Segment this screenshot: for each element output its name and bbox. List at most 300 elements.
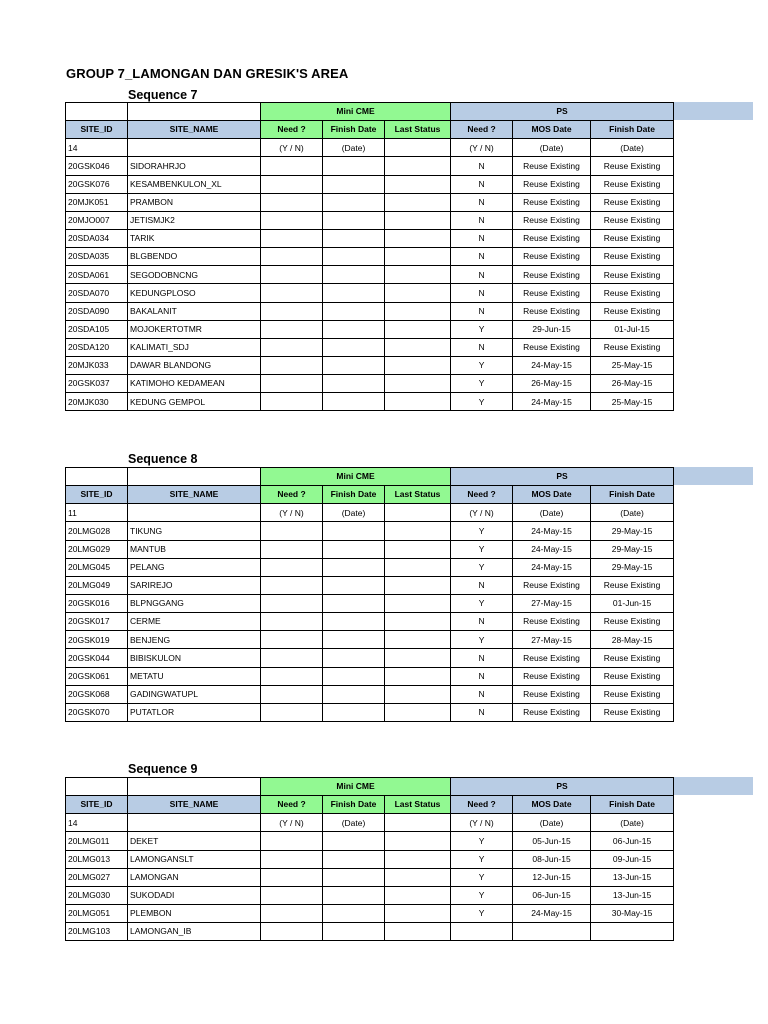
format-hint: (Date) [513, 814, 591, 832]
mini-cme-finish-date-cell [323, 868, 385, 886]
ps-finish-date-cell: 13-Jun-15 [591, 886, 674, 904]
mini-cme-need-cell [261, 393, 323, 411]
ps-need-cell: N [451, 284, 513, 302]
empty-cell [128, 103, 261, 121]
format-hint [385, 814, 451, 832]
mini-cme-need-cell [261, 904, 323, 922]
column-header: SITE_NAME [128, 121, 261, 139]
table-row [66, 393, 674, 411]
mos-date-cell: Reuse Existing [513, 703, 591, 721]
format-hint: (Y / N) [261, 139, 323, 157]
ps-header: PS [451, 103, 674, 121]
site-id-cell: 20LMG103 [66, 923, 128, 941]
mos-date-cell [513, 923, 591, 941]
column-header: Finish Date [323, 796, 385, 814]
mos-date-cell: 27-May-15 [513, 631, 591, 649]
mini-cme-last-status-cell [385, 613, 451, 631]
mini-cme-finish-date-cell [323, 576, 385, 594]
site-count: 11 [66, 504, 128, 522]
site-id-cell: 20SDA035 [66, 248, 128, 266]
mini-cme-finish-date-cell [323, 229, 385, 247]
mini-cme-need-cell [261, 211, 323, 229]
mos-date-cell: 08-Jun-15 [513, 850, 591, 868]
mini-cme-finish-date-cell [323, 522, 385, 540]
mini-cme-need-cell [261, 157, 323, 175]
mini-cme-last-status-cell [385, 284, 451, 302]
ps-finish-date-cell: 01-Jul-15 [591, 320, 674, 338]
table-row [66, 338, 674, 356]
empty-cell [128, 468, 261, 486]
ps-finish-date-cell: Reuse Existing [591, 338, 674, 356]
site-name-cell: TIKUNG [128, 522, 261, 540]
ps-need-cell: Y [451, 320, 513, 338]
mini-cme-finish-date-cell [323, 923, 385, 941]
site-name-cell: KESAMBENKULON_XL [128, 175, 261, 193]
format-hint: (Date) [513, 504, 591, 522]
ps-finish-date-cell: 01-Jun-15 [591, 594, 674, 612]
mini-cme-last-status-cell [385, 558, 451, 576]
site-id-cell: 20GSK016 [66, 594, 128, 612]
column-header: SITE_ID [66, 796, 128, 814]
site-name-cell: SEGODOBNCNG [128, 266, 261, 284]
mini-cme-need-cell [261, 229, 323, 247]
mini-cme-finish-date-cell [323, 175, 385, 193]
mini-cme-finish-date-cell [323, 631, 385, 649]
site-id-cell: 20SDA061 [66, 266, 128, 284]
mos-date-cell: 27-May-15 [513, 594, 591, 612]
format-hint: (Y / N) [451, 504, 513, 522]
ps-need-cell: N [451, 193, 513, 211]
ps-need-cell: N [451, 175, 513, 193]
mini-cme-finish-date-cell [323, 703, 385, 721]
column-header: Last Status [385, 121, 451, 139]
mini-cme-need-cell [261, 594, 323, 612]
ps-need-cell: N [451, 157, 513, 175]
ps-need-cell: N [451, 613, 513, 631]
mos-date-cell: 05-Jun-15 [513, 832, 591, 850]
site-name-cell: BLGBENDO [128, 248, 261, 266]
format-hint: (Date) [591, 814, 674, 832]
sequence-title: Sequence 7 [128, 88, 198, 102]
column-header: Need ? [261, 486, 323, 504]
mini-cme-last-status-cell [385, 576, 451, 594]
mini-cme-last-status-cell [385, 540, 451, 558]
mos-date-cell: 24-May-15 [513, 904, 591, 922]
column-header: Finish Date [591, 796, 674, 814]
empty-cell [66, 778, 128, 796]
mini-cme-need-cell [261, 558, 323, 576]
table-row [66, 594, 674, 612]
ps-header-extension [672, 777, 753, 795]
ps-need-cell: Y [451, 375, 513, 393]
site-name-cell: DAWAR BLANDONG [128, 356, 261, 374]
mini-cme-last-status-cell [385, 393, 451, 411]
mini-cme-finish-date-cell [323, 320, 385, 338]
mini-cme-finish-date-cell [323, 284, 385, 302]
format-hint-row [66, 139, 674, 157]
ps-finish-date-cell: Reuse Existing [591, 576, 674, 594]
site-id-cell: 20LMG049 [66, 576, 128, 594]
site-name-cell: BIBISKULON [128, 649, 261, 667]
column-header: Need ? [451, 121, 513, 139]
sequence-title: Sequence 8 [128, 452, 198, 466]
mini-cme-need-cell [261, 175, 323, 193]
mini-cme-finish-date-cell [323, 266, 385, 284]
mini-cme-need-cell [261, 685, 323, 703]
ps-need-cell: Y [451, 558, 513, 576]
table-row [66, 266, 674, 284]
mini-cme-need-cell [261, 302, 323, 320]
mos-date-cell: Reuse Existing [513, 284, 591, 302]
mini-cme-header: Mini CME [261, 103, 451, 121]
mini-cme-finish-date-cell [323, 375, 385, 393]
table-row [66, 540, 674, 558]
ps-finish-date-cell: 13-Jun-15 [591, 868, 674, 886]
ps-header-extension [672, 102, 753, 120]
table-row [66, 703, 674, 721]
ps-need-cell: Y [451, 850, 513, 868]
format-hint: (Date) [323, 139, 385, 157]
document-title: GROUP 7_LAMONGAN DAN GRESIK'S AREA [66, 66, 349, 81]
table-row [66, 576, 674, 594]
mini-cme-finish-date-cell [323, 850, 385, 868]
group-header-row [66, 778, 674, 796]
format-hint: (Date) [323, 814, 385, 832]
mini-cme-need-cell [261, 868, 323, 886]
mini-cme-finish-date-cell [323, 393, 385, 411]
ps-finish-date-cell: 25-May-15 [591, 356, 674, 374]
ps-finish-date-cell: Reuse Existing [591, 248, 674, 266]
mini-cme-need-cell [261, 356, 323, 374]
site-id-cell: 20GSK061 [66, 667, 128, 685]
table-row [66, 649, 674, 667]
mini-cme-last-status-cell [385, 667, 451, 685]
table-row [66, 356, 674, 374]
mini-cme-need-cell [261, 703, 323, 721]
mos-date-cell: Reuse Existing [513, 211, 591, 229]
table-row [66, 157, 674, 175]
site-name-cell: KATIMOHO KEDAMEAN [128, 375, 261, 393]
group-header-row [66, 103, 674, 121]
empty-cell [128, 139, 261, 157]
mos-date-cell: Reuse Existing [513, 157, 591, 175]
site-id-cell: 20SDA120 [66, 338, 128, 356]
sequence-table [65, 777, 674, 941]
mos-date-cell: 26-May-15 [513, 375, 591, 393]
mos-date-cell: 29-Jun-15 [513, 320, 591, 338]
ps-need-cell: N [451, 211, 513, 229]
site-id-cell: 20GSK044 [66, 649, 128, 667]
format-hint: (Y / N) [261, 814, 323, 832]
mos-date-cell: Reuse Existing [513, 302, 591, 320]
site-name-cell: BLPNGGANG [128, 594, 261, 612]
ps-finish-date-cell [591, 923, 674, 941]
ps-need-cell: Y [451, 868, 513, 886]
mini-cme-last-status-cell [385, 832, 451, 850]
site-id-cell: 20LMG029 [66, 540, 128, 558]
mini-cme-last-status-cell [385, 522, 451, 540]
format-hint [385, 504, 451, 522]
mini-cme-need-cell [261, 613, 323, 631]
table-row [66, 284, 674, 302]
ps-finish-date-cell: 06-Jun-15 [591, 832, 674, 850]
table-row [66, 667, 674, 685]
site-name-cell: LAMONGANSLT [128, 850, 261, 868]
site-name-cell: SARIREJO [128, 576, 261, 594]
table-row [66, 832, 674, 850]
site-name-cell: PELANG [128, 558, 261, 576]
column-header: Finish Date [591, 486, 674, 504]
format-hint: (Date) [323, 504, 385, 522]
mini-cme-finish-date-cell [323, 594, 385, 612]
mos-date-cell: Reuse Existing [513, 248, 591, 266]
mini-cme-finish-date-cell [323, 193, 385, 211]
mos-date-cell: Reuse Existing [513, 175, 591, 193]
format-hint-row [66, 814, 674, 832]
site-name-cell: DEKET [128, 832, 261, 850]
column-header: Finish Date [323, 121, 385, 139]
site-name-cell: GADINGWATUPL [128, 685, 261, 703]
mini-cme-last-status-cell [385, 175, 451, 193]
mini-cme-need-cell [261, 649, 323, 667]
column-header-row [66, 796, 674, 814]
ps-need-cell: N [451, 338, 513, 356]
mos-date-cell: Reuse Existing [513, 338, 591, 356]
mini-cme-last-status-cell [385, 631, 451, 649]
ps-finish-date-cell: Reuse Existing [591, 649, 674, 667]
ps-need-cell: N [451, 229, 513, 247]
mini-cme-need-cell [261, 320, 323, 338]
column-header: MOS Date [513, 121, 591, 139]
mos-date-cell: 24-May-15 [513, 356, 591, 374]
ps-need-cell: Y [451, 594, 513, 612]
ps-need-cell: Y [451, 540, 513, 558]
site-id-cell: 20GSK037 [66, 375, 128, 393]
table-row [66, 868, 674, 886]
ps-finish-date-cell: 29-May-15 [591, 522, 674, 540]
table-row [66, 175, 674, 193]
mini-cme-finish-date-cell [323, 667, 385, 685]
mini-cme-need-cell [261, 667, 323, 685]
mini-cme-finish-date-cell [323, 540, 385, 558]
mos-date-cell: Reuse Existing [513, 613, 591, 631]
empty-cell [128, 778, 261, 796]
site-id-cell: 20SDA090 [66, 302, 128, 320]
format-hint-row [66, 504, 674, 522]
mini-cme-finish-date-cell [323, 356, 385, 374]
ps-finish-date-cell: Reuse Existing [591, 302, 674, 320]
site-id-cell: 20LMG013 [66, 850, 128, 868]
site-name-cell: PUTATLOR [128, 703, 261, 721]
site-id-cell: 20LMG027 [66, 868, 128, 886]
site-name-cell: SIDORAHRJO [128, 157, 261, 175]
format-hint: (Y / N) [451, 814, 513, 832]
column-header: Need ? [261, 796, 323, 814]
table-row [66, 685, 674, 703]
site-name-cell: BAKALANIT [128, 302, 261, 320]
mini-cme-last-status-cell [385, 229, 451, 247]
site-name-cell: CERME [128, 613, 261, 631]
format-hint: (Date) [513, 139, 591, 157]
mini-cme-finish-date-cell [323, 211, 385, 229]
empty-cell [128, 504, 261, 522]
mini-cme-last-status-cell [385, 266, 451, 284]
mini-cme-last-status-cell [385, 868, 451, 886]
mini-cme-finish-date-cell [323, 157, 385, 175]
ps-finish-date-cell: Reuse Existing [591, 193, 674, 211]
mos-date-cell: Reuse Existing [513, 193, 591, 211]
ps-finish-date-cell: Reuse Existing [591, 284, 674, 302]
mos-date-cell: 12-Jun-15 [513, 868, 591, 886]
table-row [66, 211, 674, 229]
site-id-cell: 20GSK076 [66, 175, 128, 193]
ps-need-cell: N [451, 649, 513, 667]
ps-need-cell: Y [451, 832, 513, 850]
site-id-cell: 20SDA034 [66, 229, 128, 247]
site-name-cell: KEDUNGPLOSO [128, 284, 261, 302]
ps-need-cell: N [451, 302, 513, 320]
site-name-cell: MOJOKERTOTMR [128, 320, 261, 338]
mini-cme-finish-date-cell [323, 613, 385, 631]
mini-cme-last-status-cell [385, 320, 451, 338]
table-row [66, 229, 674, 247]
mini-cme-need-cell [261, 576, 323, 594]
table-row [66, 904, 674, 922]
mini-cme-last-status-cell [385, 193, 451, 211]
ps-header: PS [451, 468, 674, 486]
mini-cme-last-status-cell [385, 594, 451, 612]
ps-finish-date-cell: 29-May-15 [591, 540, 674, 558]
mini-cme-need-cell [261, 540, 323, 558]
site-name-cell: LAMONGAN_IB [128, 923, 261, 941]
site-name-cell: BENJENG [128, 631, 261, 649]
column-header: MOS Date [513, 796, 591, 814]
empty-cell [66, 468, 128, 486]
site-count: 14 [66, 814, 128, 832]
mini-cme-need-cell [261, 631, 323, 649]
ps-finish-date-cell: Reuse Existing [591, 175, 674, 193]
ps-need-cell: N [451, 576, 513, 594]
mos-date-cell: Reuse Existing [513, 266, 591, 284]
mini-cme-last-status-cell [385, 338, 451, 356]
column-header: Last Status [385, 796, 451, 814]
site-id-cell: 20GSK017 [66, 613, 128, 631]
mini-cme-last-status-cell [385, 356, 451, 374]
ps-finish-date-cell: Reuse Existing [591, 613, 674, 631]
site-id-cell: 20LMG028 [66, 522, 128, 540]
table-row [66, 886, 674, 904]
table-row [66, 631, 674, 649]
column-header-row [66, 486, 674, 504]
ps-header-extension [672, 467, 753, 485]
table-row [66, 850, 674, 868]
table-row [66, 613, 674, 631]
mos-date-cell: Reuse Existing [513, 685, 591, 703]
mini-cme-last-status-cell [385, 703, 451, 721]
column-header: SITE_NAME [128, 486, 261, 504]
mos-date-cell: 24-May-15 [513, 558, 591, 576]
ps-need-cell: Y [451, 904, 513, 922]
mini-cme-finish-date-cell [323, 886, 385, 904]
mini-cme-last-status-cell [385, 157, 451, 175]
sequence-table [65, 467, 674, 722]
ps-header: PS [451, 778, 674, 796]
site-id-cell: 20LMG051 [66, 904, 128, 922]
mini-cme-last-status-cell [385, 211, 451, 229]
mini-cme-last-status-cell [385, 904, 451, 922]
site-id-cell: 20MJO007 [66, 211, 128, 229]
site-name-cell: JETISMJK2 [128, 211, 261, 229]
ps-need-cell: N [451, 667, 513, 685]
site-id-cell: 20GSK046 [66, 157, 128, 175]
mini-cme-header: Mini CME [261, 468, 451, 486]
mini-cme-last-status-cell [385, 923, 451, 941]
site-id-cell: 20SDA070 [66, 284, 128, 302]
ps-finish-date-cell: Reuse Existing [591, 703, 674, 721]
table-row [66, 320, 674, 338]
format-hint [385, 139, 451, 157]
table-row [66, 558, 674, 576]
site-name-cell: KEDUNG GEMPOL [128, 393, 261, 411]
ps-need-cell: Y [451, 631, 513, 649]
mini-cme-last-status-cell [385, 649, 451, 667]
format-hint: (Date) [591, 504, 674, 522]
sequence-table [65, 102, 674, 411]
mini-cme-need-cell [261, 832, 323, 850]
column-header: Need ? [451, 796, 513, 814]
site-name-cell: TARIK [128, 229, 261, 247]
format-hint: (Y / N) [451, 139, 513, 157]
ps-need-cell: Y [451, 522, 513, 540]
mini-cme-need-cell [261, 375, 323, 393]
mini-cme-need-cell [261, 923, 323, 941]
site-id-cell: 20LMG030 [66, 886, 128, 904]
site-name-cell: PLEMBON [128, 904, 261, 922]
mini-cme-last-status-cell [385, 685, 451, 703]
column-header: SITE_ID [66, 486, 128, 504]
mos-date-cell: 06-Jun-15 [513, 886, 591, 904]
ps-finish-date-cell: 25-May-15 [591, 393, 674, 411]
sequence-title: Sequence 9 [128, 762, 198, 776]
ps-need-cell: N [451, 685, 513, 703]
ps-finish-date-cell: 28-May-15 [591, 631, 674, 649]
mini-cme-need-cell [261, 886, 323, 904]
mos-date-cell: Reuse Existing [513, 667, 591, 685]
site-count: 14 [66, 139, 128, 157]
mos-date-cell: Reuse Existing [513, 576, 591, 594]
mos-date-cell: Reuse Existing [513, 229, 591, 247]
column-header: Finish Date [591, 121, 674, 139]
site-name-cell: MANTUB [128, 540, 261, 558]
table-row [66, 248, 674, 266]
mini-cme-finish-date-cell [323, 832, 385, 850]
site-name-cell: SUKODADI [128, 886, 261, 904]
mini-cme-need-cell [261, 193, 323, 211]
ps-need-cell: Y [451, 356, 513, 374]
table-row [66, 193, 674, 211]
mos-date-cell: 24-May-15 [513, 393, 591, 411]
format-hint: (Y / N) [261, 504, 323, 522]
site-id-cell: 20LMG045 [66, 558, 128, 576]
site-name-cell: PRAMBON [128, 193, 261, 211]
site-id-cell: 20MJK051 [66, 193, 128, 211]
mini-cme-last-status-cell [385, 886, 451, 904]
column-header: Finish Date [323, 486, 385, 504]
site-name-cell: METATU [128, 667, 261, 685]
mini-cme-finish-date-cell [323, 904, 385, 922]
ps-finish-date-cell: Reuse Existing [591, 229, 674, 247]
mini-cme-header: Mini CME [261, 778, 451, 796]
